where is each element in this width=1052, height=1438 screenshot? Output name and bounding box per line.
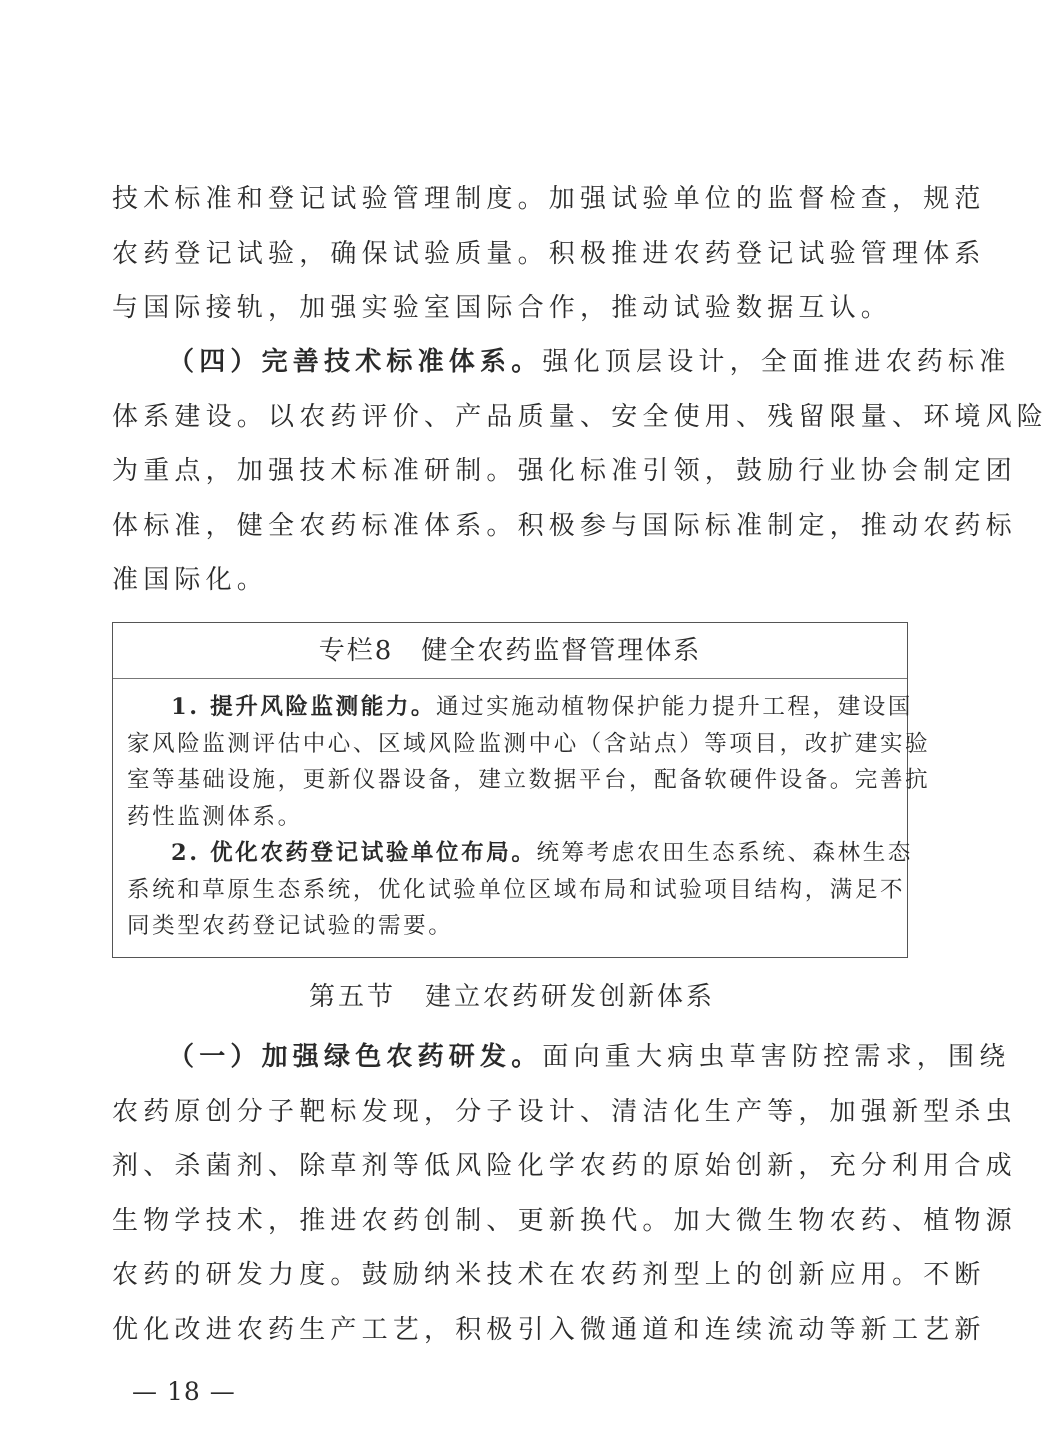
text-line: 室等基础设施，更新仪器设备，建立数据平台，配备软硬件设备。完善抗	[127, 767, 931, 793]
paragraph-standards-continuation	[112, 172, 986, 336]
text-run: 强化顶层设计，全面推进农药标准	[542, 347, 1011, 377]
text-line	[127, 835, 913, 872]
item-heading: 2. 优化农药登记试验单位布局。	[171, 840, 537, 866]
text-line: 体系建设。以农药评价、产品质量、安全使用、残留限量、环境风险	[112, 401, 1049, 432]
text-line	[112, 1030, 1011, 1085]
text-line: 农药登记试验，确保试验质量。积极推进农药登记试验管理体系	[112, 238, 986, 269]
page-number: — 18 —	[132, 1377, 236, 1406]
text-run: 面向重大病虫草害防控需求，围绕	[542, 1042, 1011, 1072]
column-box-body	[127, 689, 931, 945]
text-line: 农药的研发力度。鼓励纳米技术在农药剂型上的创新应用。不断	[112, 1260, 986, 1290]
column-box-title: 专栏8 健全农药监督管理体系	[113, 623, 907, 679]
text-line: 剂、杀菌剂、除草剂等低风险化学农药的原始创新，充分利用合成	[112, 1151, 1017, 1181]
section-title: 第五节 建立农药研发创新体系	[308, 982, 715, 1012]
item-heading: 1. 提升风险监测能力。	[171, 694, 437, 720]
text-line: 优化改进农药生产工艺，积极引入微通道和连续流动等新工艺新	[112, 1314, 986, 1345]
paragraph-heading: （一）加强绿色农药研发。	[168, 1042, 543, 1072]
paragraph-green-pesticide-rd	[112, 1030, 1017, 1357]
paragraph-technical-standards	[112, 335, 1049, 608]
paragraph-heading: （四）完善技术标准体系。	[168, 347, 543, 377]
column-box	[112, 622, 931, 958]
text-line: 同类型农药登记试验的需要。	[127, 913, 454, 939]
text-line: 系统和草原生态系统，优化试验单位区域布局和试验项目结构，满足不	[127, 876, 906, 903]
text-run: 统筹考虑农田生态系统、森林生态	[536, 840, 913, 866]
text-line: 农药原创分子靶标发现，分子设计、清洁化生产等，加强新型杀虫	[112, 1096, 1017, 1127]
text-line	[112, 335, 1011, 390]
text-line: 为重点，加强技术标准研制。强化标准引领，鼓励行业协会制定团	[112, 456, 1017, 486]
text-line	[127, 689, 913, 726]
text-run: 通过实施动植物保护能力提升工程，建设国	[436, 694, 913, 720]
text-line: 生物学技术，推进农药创制、更新换代。加大微生物农药、植物源	[112, 1205, 1017, 1236]
text-line: 技术标准和登记试验管理制度。加强试验单位的监督检查，规范	[112, 184, 986, 214]
text-line: 药性监测体系。	[127, 803, 303, 830]
text-line: 体标准，健全农药标准体系。积极参与国际标准制定，推动农药标	[112, 510, 1017, 541]
text-line: 准国际化。	[112, 565, 269, 595]
text-line: 与国际接轨，加强实验室国际合作，推动试验数据互认。	[112, 293, 893, 323]
text-line: 家风险监测评估中心、区域风险监测中心（含站点）等项目，改扩建实验	[127, 730, 931, 757]
